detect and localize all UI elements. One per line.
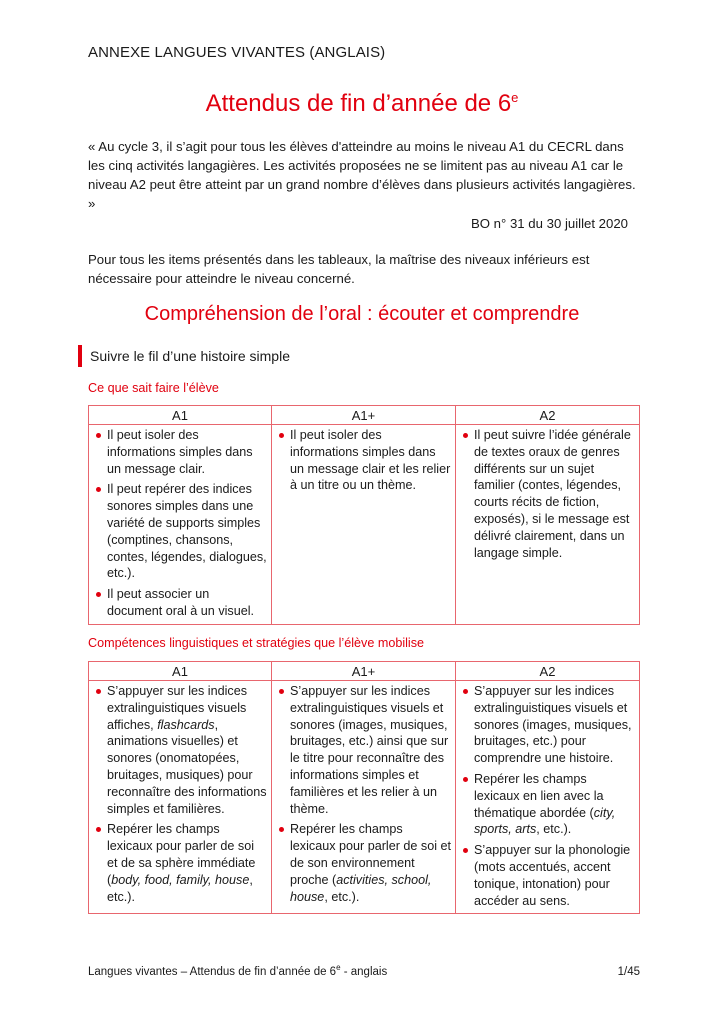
strategies-table-row [89,681,640,914]
list-item-italic: flashcards [157,717,215,732]
list-item [95,683,267,817]
list-item-text: Repérer les champs lexicaux en lien avec la thématique abordée ( [474,771,604,820]
annexe-header: ANNEXE LANGUES VIVANTES (ANGLAIS) [88,44,386,61]
list-item: Il peut repérer des indices sonores simples dans une variété de supports simples (comptines, chansons, contes, légendes, dialogues, etc.). [95,481,267,582]
skills-cell-a1plus [272,425,456,625]
strategies-header-a2: A2 [456,662,640,681]
footer-title-text: Langues vivantes – Attendus de fin d’année de 6 [88,966,337,978]
page-title [0,90,724,118]
strategies-cell-a2 [456,681,640,914]
footer-title-superscript: e [336,963,341,973]
skills-table-header-row [89,406,640,425]
list-item-italic: activities, school, house [290,872,432,904]
list-item-text: , animations visuelles) et sonores (onomatopées, bruitages, musiques) pour reconnaître des informations simples et familières. [107,717,267,816]
intro-note: Pour tous les items présentés dans les tableaux, la maîtrise des niveaux inférieurs est nécessaire pour atteindre le niveau concerné. [88,252,590,286]
list-item-italic: body, food, family, house [111,872,250,887]
skills-header-a2: A2 [456,406,640,425]
table1-label: Ce que sait faire l’élève [88,381,219,395]
subheading-text: Suivre le fil d’une histoire simple [90,348,290,364]
footer-title-suffix: - anglais [340,966,388,978]
strategies-cell-a1plus [272,681,456,914]
list-item: S’appuyer sur les indices extralinguistiques visuels et sonores (images, musiques, bruitages, etc.) ainsi que sur le titre pour reconnaître des informations simples et familières et les relier à un thème. [278,683,451,817]
strategies-table-header-row [89,662,640,681]
skills-header-a1plus: A1+ [272,406,456,425]
skills-cell-a1 [89,425,272,625]
list-item: Il peut isoler des informations simples dans un message clair et les relier à un titre ou un thème. [278,427,451,494]
strategies-header-a1: A1 [89,662,272,681]
footer-title [88,963,388,978]
list-item-text: S’appuyer sur les indices extralinguistiques visuels affiches, [107,684,248,732]
list-item: S’appuyer sur la phonologie (mots accentués, accent tonique, intonation) pour accéder au sens. [462,842,635,909]
list-item: Il peut isoler des informations simples dans un message clair. [95,427,267,477]
skills-table-row [89,425,640,625]
strategies-table [88,661,640,914]
list-item: Il peut associer un document oral à un visuel. [95,586,267,620]
list-item [462,771,635,838]
list-item [95,821,267,905]
page-title-superscript: e [511,90,519,105]
list-item: S’appuyer sur les indices extralinguistiques visuels et sonores (images, musiques, bruitages, etc.) pour comprendre une histoire. [462,683,635,767]
list-item-text: Repérer les champs lexicaux pour parler de soi et de sa sphère immédiate ( [107,822,256,887]
strategies-cell-a1 [89,681,272,914]
table2-label: Compétences linguistiques et stratégies que l’élève mobilise [88,636,425,650]
subheading-accent-bar [78,345,82,367]
list-item: Il peut suivre l’idée générale de textes oraux de genres différents sur un sujet familier (contes, légendes, courts récits de fiction, exposés), si le message est délivré clairement, dans un langage simple. [462,427,635,561]
quote-source: BO n° 31 du 30 juillet 2020 [470,216,628,231]
list-item-text: , etc.). [324,889,360,904]
list-item-text: Repérer les champs lexicaux pour parler de soi et de son environnement proche ( [290,822,452,887]
list-item-text: , etc.). [536,822,572,837]
list-item-italic: city, sports, arts [474,805,616,837]
subheading [78,344,290,368]
section-title: Compréhension de l’oral : écouter et comprendre [144,303,580,325]
skills-cell-a2 [456,425,640,625]
page-title-text: Attendus de fin d’année de 6 [205,90,512,117]
list-item-text: , etc.). [107,872,253,904]
intro-quote: « Au cycle 3, il s’agit pour tous les élèves d'atteindre au moins le niveau A1 du CECRL dans les cinq activités langagières. Les activités proposées ne se limitent pas au niveau A1 car le niveau A2 peut être atteint par un grand nombre d’élèves dans plusieurs activités langagières. » [88,139,636,211]
skills-table [88,405,640,625]
list-item [278,821,451,905]
skills-header-a1: A1 [89,406,272,425]
page-number: 1/45 [617,966,640,978]
strategies-header-a1plus: A1+ [272,662,456,681]
